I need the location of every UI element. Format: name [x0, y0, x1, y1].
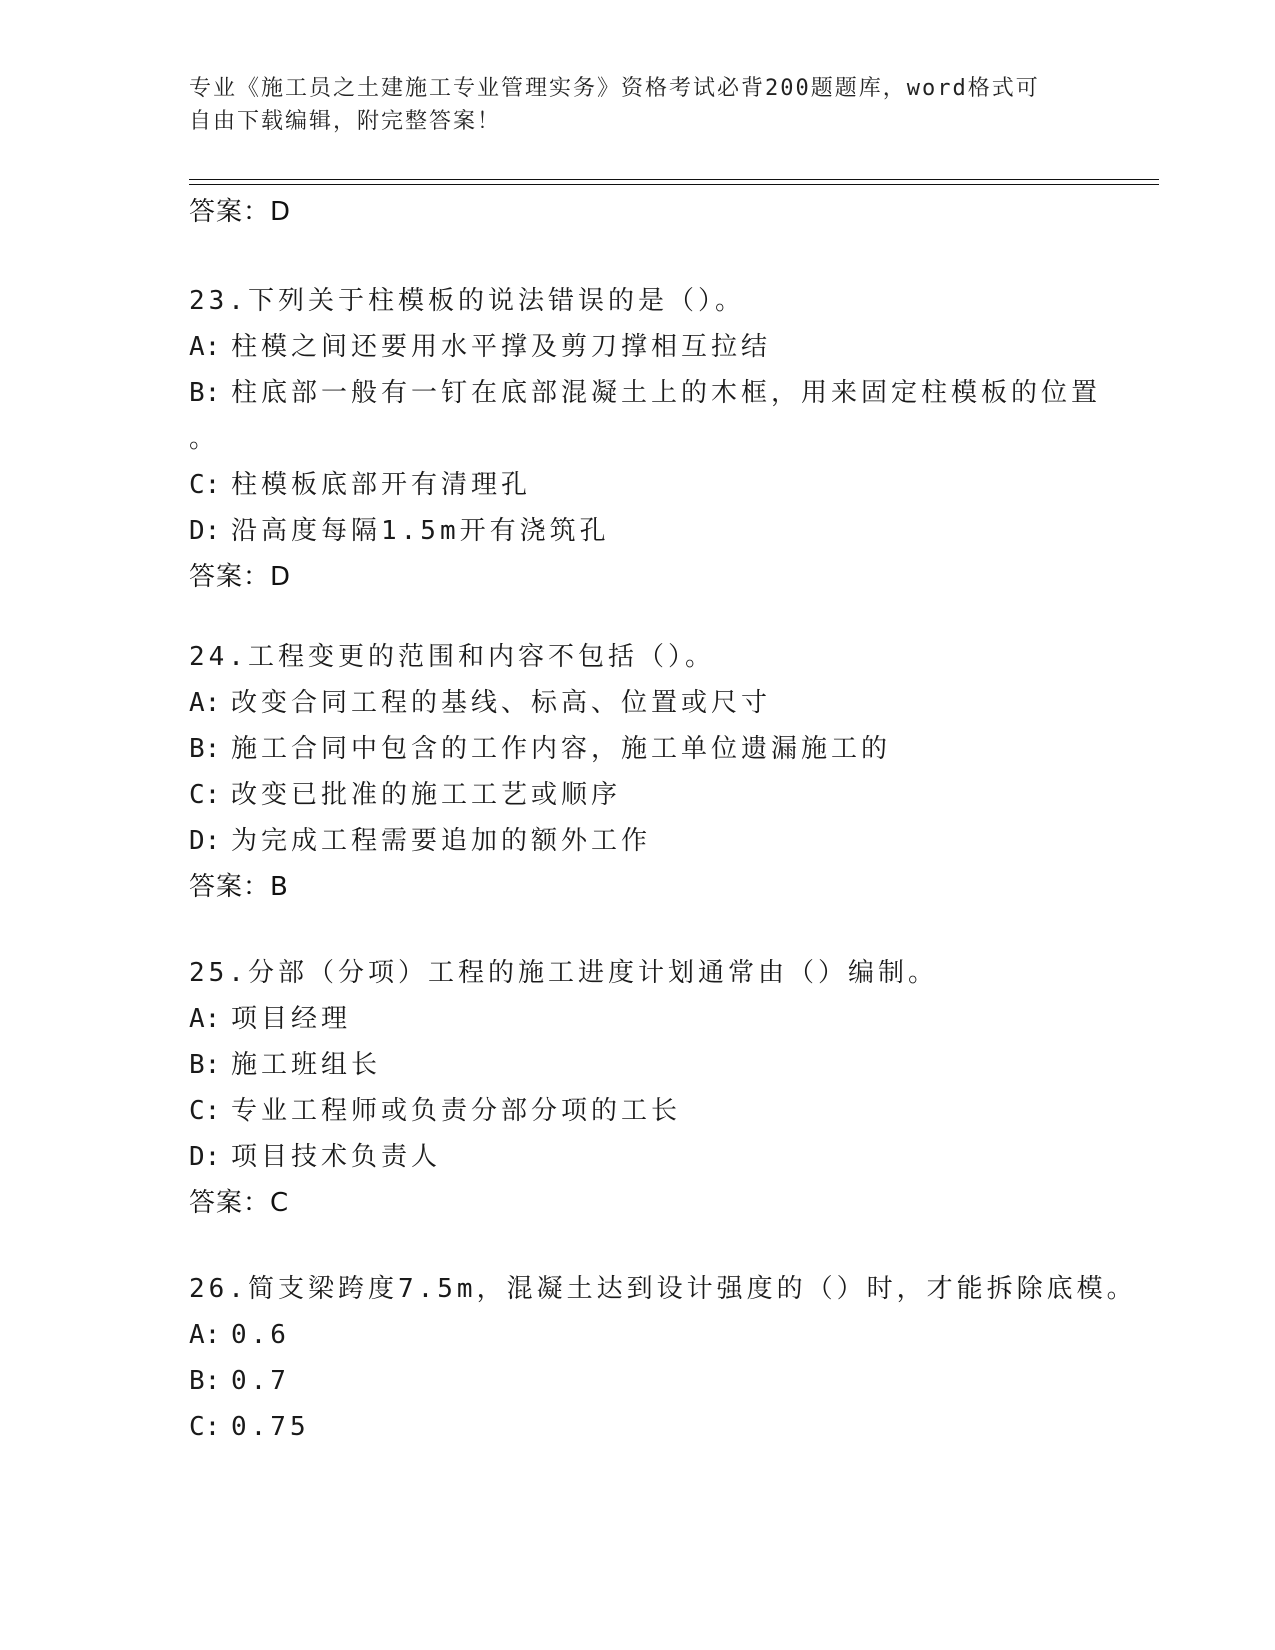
- option-d: [189, 818, 1149, 864]
- option-a: [189, 996, 1149, 1042]
- question-26: [189, 1266, 1149, 1450]
- option-text: 专业工程师或负责分部分项的工长: [231, 1096, 682, 1126]
- option-label: C:: [189, 1412, 221, 1442]
- option-text: 0.75: [231, 1412, 310, 1442]
- header-divider-top: [189, 179, 1159, 180]
- option-text: 项目技术负责人: [231, 1142, 442, 1172]
- header-line-2: 自由下载编辑，附完整答案！: [189, 109, 502, 134]
- answer: 答案：B: [189, 872, 289, 902]
- option-c: [189, 1404, 1149, 1450]
- option-c: [189, 772, 1149, 818]
- option-text: 项目经理: [231, 1004, 352, 1034]
- option-c: [189, 1088, 1149, 1134]
- option-b: [189, 1042, 1149, 1088]
- option-label: D:: [189, 826, 221, 856]
- option-label: D:: [189, 1142, 221, 1172]
- option-label: A:: [189, 332, 221, 362]
- option-text: 柱模板底部开有清理孔: [231, 470, 532, 500]
- option-d: [189, 508, 1149, 554]
- question-stem: 26.简支梁跨度7.5m，混凝土达到设计强度的（）时，才能拆除底模。: [189, 1274, 1137, 1304]
- previous-answer: 答案：D: [189, 197, 292, 227]
- option-label: A:: [189, 1320, 221, 1350]
- option-c: [189, 462, 1149, 508]
- option-text: 施工班组长: [231, 1050, 382, 1080]
- option-b: [189, 370, 1149, 416]
- answer: 答案：D: [189, 562, 292, 592]
- question-stem: 23.下列关于柱模板的说法错误的是（）。: [189, 286, 745, 316]
- option-text: 为完成工程需要追加的额外工作: [231, 826, 652, 856]
- question-23: [189, 278, 1149, 600]
- option-text: 柱底部一般有一钉在底部混凝土上的木框，用来固定柱模板的位置: [231, 378, 1102, 408]
- option-text: 柱模之间还要用水平撑及剪刀撑相互拉结: [231, 332, 772, 362]
- header-divider-bottom: [189, 184, 1159, 185]
- option-b: [189, 726, 1149, 772]
- option-b-continuation: 。: [189, 424, 216, 454]
- option-a: [189, 680, 1149, 726]
- option-label: D:: [189, 516, 221, 546]
- option-label: C:: [189, 1096, 221, 1126]
- option-a: [189, 324, 1149, 370]
- question-stem: 25.分部（分项）工程的施工进度计划通常由（）编制。: [189, 958, 938, 988]
- option-text: 0.7: [231, 1366, 290, 1396]
- option-a: [189, 1312, 1149, 1358]
- option-label: B:: [189, 1366, 221, 1396]
- answer: 答案：C: [189, 1188, 290, 1218]
- question-stem: 24.工程变更的范围和内容不包括（）。: [189, 642, 715, 672]
- question-25: [189, 950, 1149, 1226]
- option-label: A:: [189, 688, 221, 718]
- option-label: B:: [189, 378, 221, 408]
- option-text: 0.6: [231, 1320, 290, 1350]
- option-text: 改变已批准的施工工艺或顺序: [231, 780, 622, 810]
- option-d: [189, 1134, 1149, 1180]
- document-header: [189, 72, 1089, 138]
- option-text: 沿高度每隔1.5m开有浇筑孔: [231, 516, 610, 546]
- header-line-1: 专业《施工员之土建施工专业管理实务》资格考试必背200题题库，word格式可: [189, 76, 1040, 101]
- option-b: [189, 1358, 1149, 1404]
- option-label: B:: [189, 734, 221, 764]
- question-24: [189, 634, 1149, 910]
- option-label: A:: [189, 1004, 221, 1034]
- option-label: C:: [189, 780, 221, 810]
- option-text: 改变合同工程的基线、标高、位置或尺寸: [231, 688, 772, 718]
- option-label: B:: [189, 1050, 221, 1080]
- option-text: 施工合同中包含的工作内容，施工单位遗漏施工的: [231, 734, 892, 764]
- option-label: C:: [189, 470, 221, 500]
